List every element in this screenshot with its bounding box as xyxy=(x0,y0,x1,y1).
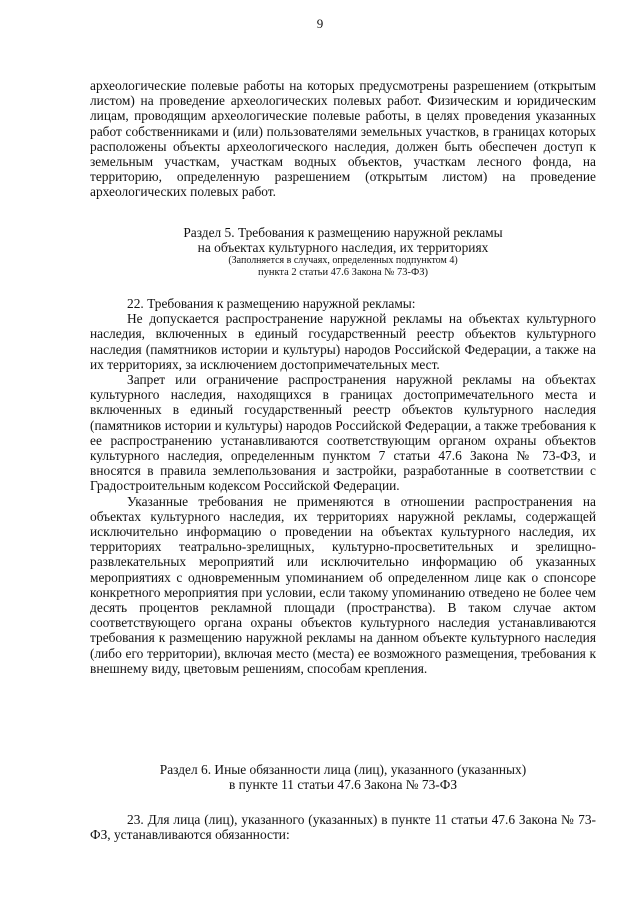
item-heading: 22. Требования к размещению наружной рекламы: xyxy=(127,296,416,311)
paragraph: Запрет или ограничение распространения наружной рекламы на объектах культурного наследия, находящихся в границах достопримечательного места и включенных в единый государственный реестр объектов культурного наследия (памятников истории и культуры) народов Российской Федерации, а также требования к ее распространению устанавливаются соответствующим органом охраны объектов культурного наследия, определенным пунктом 7 статьи 47.6 Закона № 73-ФЗ, и вносятся в правила землепользования и застройки, разработанные в соответствии с Градостроительным кодексом Российской Федерации. xyxy=(90,372,596,494)
section-6-heading xyxy=(80,762,606,792)
paragraph: 23. Для лица (лиц), указанного (указанных) в пункте 11 статьи 47.6 Закона № 73-ФЗ, устанавливаются обязанности: xyxy=(90,812,596,843)
page-number: 9 xyxy=(316,16,324,31)
paragraph: археологические полевые работы на которых предусмотрены разрешением (открытым листом) на проведение археологических полевых работ. Физическим и юридическим лицам, проводящим археологические полевые работы, в целях проведения указанных работ собственниками и (или) пользователями земельных участков, в границах которых расположены объекты археологического наследия, должен быть обеспечен доступ к земельным участкам, участкам водных объектов, участкам лесного фонда, на территорию, определенную разрешением (открытым листом) на проведение археологических полевых работ. xyxy=(90,78,596,200)
section-title-line: Раздел 6. Иные обязанности лица (лиц), указанного (указанных) xyxy=(159,762,527,777)
paragraph: Указанные требования не применяются в отношении распространения на объектах культурного наследия, их территориях наружной рекламы, содержащей исключительно информацию о проведении на объектах культурного наследия, их территориях театрально-зрелищных, культурно-просветительных и зрелищно-развлекательных мероприятий или исключительно информацию об указанных мероприятиях с одновременным упоминанием об определенном лице как о спонсоре конкретного мероприятия при условии, если такому упоминанию отведено не более чем десять процентов рекламной площади (пространства). В таком случае актом соответствующего органа охраны объектов культурного наследия устанавливаются требования к размещению наружной рекламы на данном объекте культурного наследия (либо его территории), включая место (места) ее возможного размещения, требования к внешнему виду, цветовым решениям, способам крепления. xyxy=(90,493,596,676)
section-note: (Заполняется в случаях, определенных подпунктом 4) xyxy=(228,255,458,267)
item-22 xyxy=(90,296,596,676)
section-title-line: на объектах культурного наследия, их территориях xyxy=(197,240,489,256)
paragraph: Не допускается распространение наружной рекламы на объектах культурного наследия, включенных в единый государственный реестр объектов культурного наследия (памятников истории и культуры) народов Российской Федерации, а также на их территориях, за исключением достопримечательных мест. xyxy=(90,311,596,372)
continuation-paragraph xyxy=(90,78,596,200)
section-5-heading xyxy=(80,225,606,279)
item-23 xyxy=(90,812,596,842)
section-title-line: Раздел 5. Требования к размещению наружной рекламы xyxy=(183,225,503,240)
section-title-line: в пункте 11 статьи 47.6 Закона № 73-ФЗ xyxy=(228,777,458,793)
section-law-reference: пункта 2 статьи 47.6 Закона № 73-ФЗ) xyxy=(257,266,429,278)
